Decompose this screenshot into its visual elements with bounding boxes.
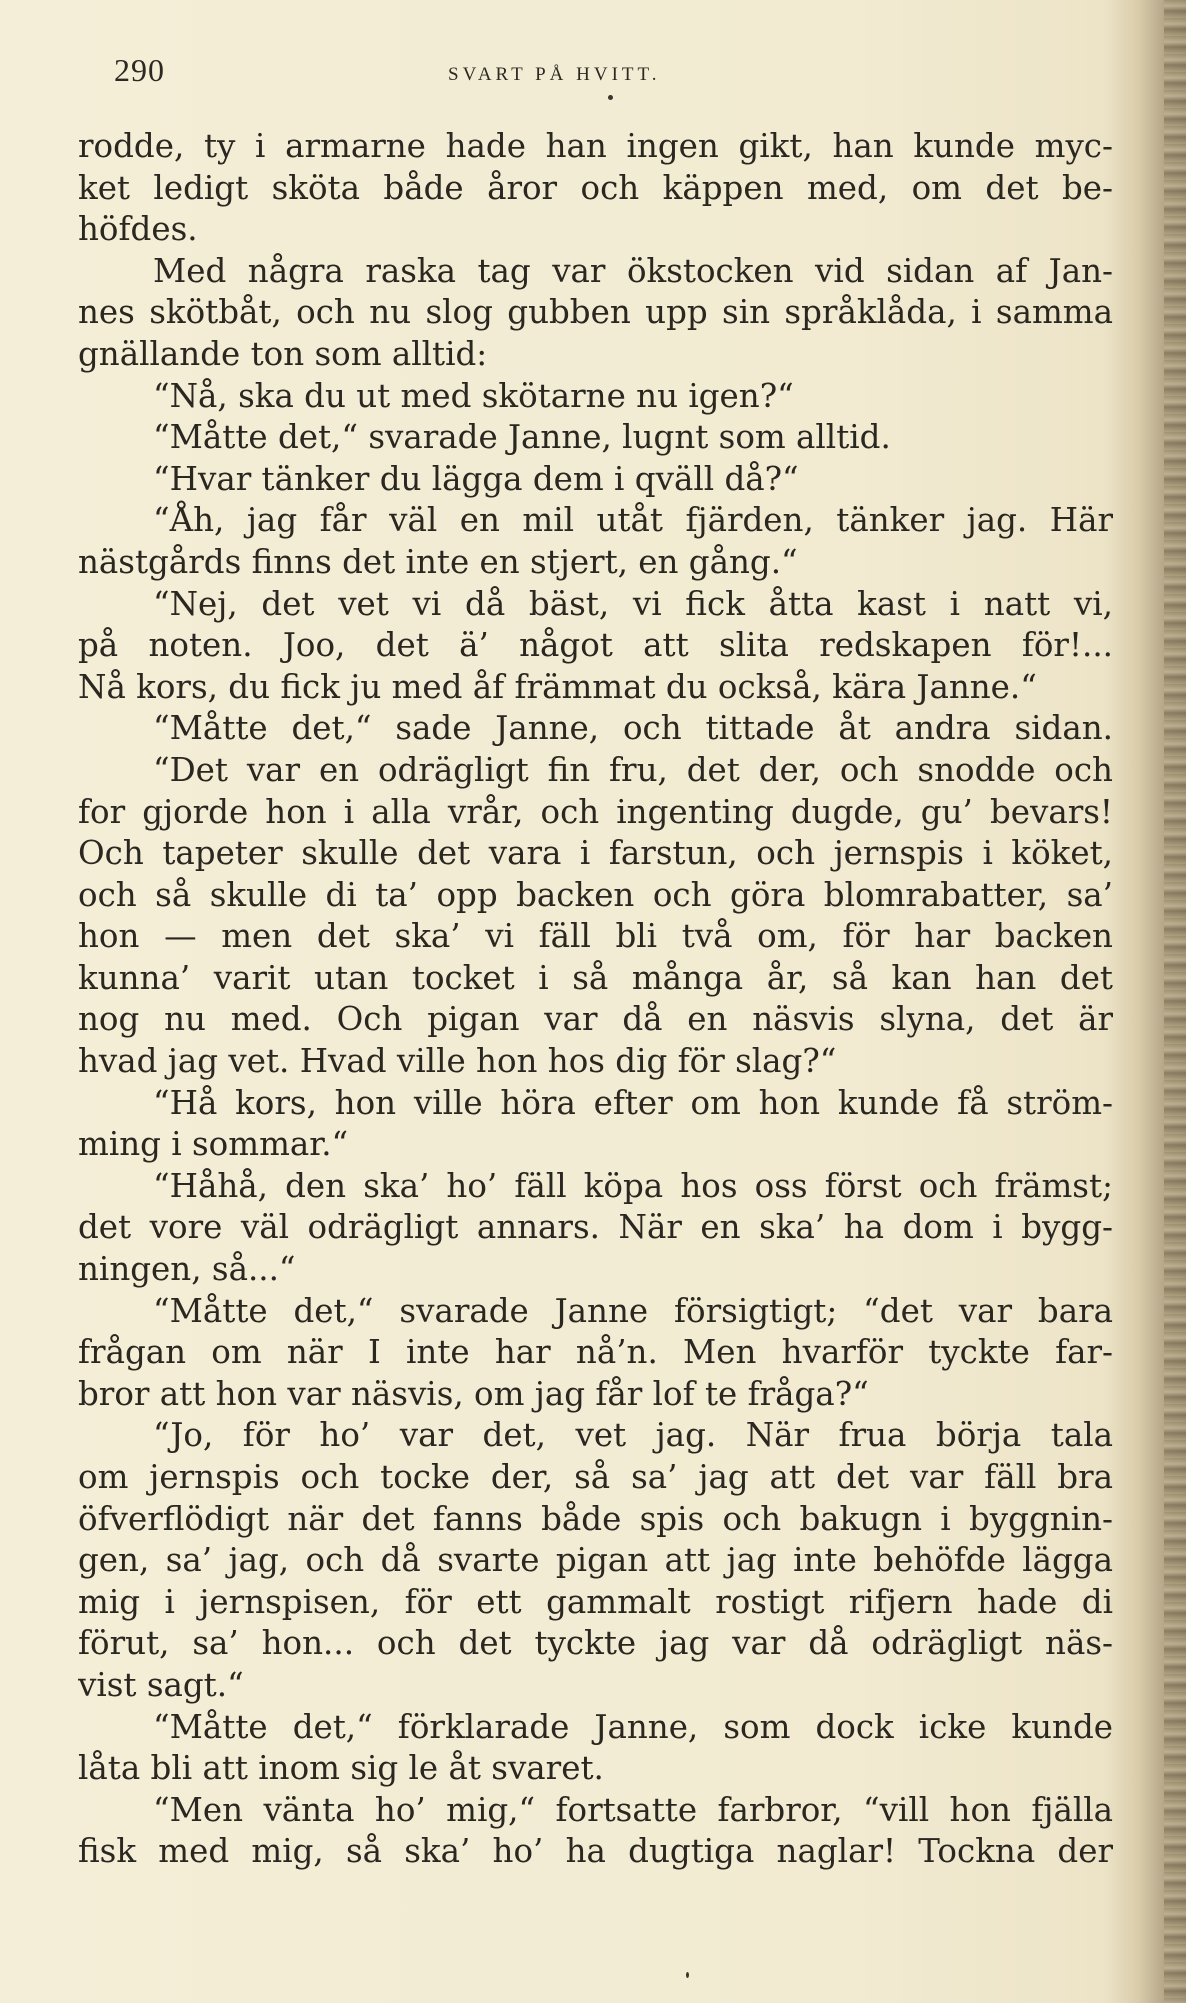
text-line: ningen, så...“ <box>78 1250 296 1289</box>
text-line: ming i sommar.“ <box>78 1125 349 1164</box>
text-line: “Nej, det vet vi då bäst, vi fick åtta kast i natt vi, <box>153 584 1113 623</box>
text-line: fisk med mig, så ska’ ho’ ha dugtiga naglar! Tockna der <box>78 1832 1113 1871</box>
text-line: hvad jag vet. Hvad ville hon hos dig för slag?“ <box>78 1042 837 1081</box>
running-head: SVART PÅ HVITT. <box>448 64 661 85</box>
text-line: for gjorde hon i alla vrår, och ingenting dugde, gu’ bevars! <box>78 792 1113 831</box>
text-line: Nå kors, du fick ju med åf främmat du också, kära Janne.“ <box>78 667 1037 706</box>
text-line: och så skulle di ta’ opp backen och göra blomrabatter, sa’ <box>78 875 1113 914</box>
text-line: frågan om när I inte har nå’n. Men hvarför tyckte far- <box>78 1333 1113 1372</box>
print-speck <box>686 1972 689 1978</box>
print-speck <box>608 95 613 100</box>
page-number: 290 <box>114 52 165 88</box>
text-line: “Men vänta ho’ mig,“ fortsatte farbror, “vill hon fjälla <box>153 1790 1113 1829</box>
body-text <box>78 126 1113 1873</box>
text-line: bror att hon var näsvis, om jag får lof te fråga?“ <box>78 1374 869 1413</box>
text-line: nog nu med. Och pigan var då en näsvis slyna, det är <box>78 1000 1113 1039</box>
text-line: på noten. Joo, det ä’ något att slita redskapen för!... <box>78 626 1113 665</box>
text-line: “Måtte det,“ svarade Janne, lugnt som alltid. <box>153 418 891 457</box>
text-line: “Måtte det,“ förklarade Janne, som dock icke kunde <box>153 1707 1113 1746</box>
text-line: “Hvar tänker du lägga dem i qväll då?“ <box>153 459 799 498</box>
text-line: kunna’ varit utan tocket i så många år, så kan han det <box>78 958 1113 997</box>
text-line: ket ledigt sköta både åror och käppen med, om det be- <box>78 168 1113 207</box>
text-line: hon — men det ska’ vi fäll bli två om, för har backen <box>78 917 1113 956</box>
text-line: vist sagt.“ <box>78 1665 244 1704</box>
text-line: “Hå kors, hon ville höra efter om hon kunde få ström- <box>153 1083 1113 1122</box>
text-line: om jernspis och tocke der, så sa’ jag att det var fäll bra <box>78 1458 1113 1496</box>
text-line: “Måtte det,“ svarade Janne försigtigt; “det var bara <box>153 1291 1113 1330</box>
text-line: mig i jernspisen, för ett gammalt rostigt rifjern hade di <box>78 1582 1113 1621</box>
page-edge-shadow <box>1164 0 1186 2003</box>
text-line: öfverflödigt när det fanns både spis och bakugn i byggnin- <box>78 1499 1113 1538</box>
text-line: “Måtte det,“ sade Janne, och tittade åt andra sidan. <box>153 709 1113 748</box>
text-line: “Det var en odrägligt fin fru, det der, och snodde och <box>153 750 1113 789</box>
page-header <box>78 52 1118 102</box>
text-line: förut, sa’ hon... och det tyckte jag var då odrägligt näs- <box>78 1624 1113 1663</box>
text-line: “Håhå, den ska’ ho’ fäll köpa hos oss först och främst; <box>153 1166 1113 1205</box>
text-line: nästgårds finns det inte en stjert, en gång.“ <box>78 542 798 581</box>
text-line: Och tapeter skulle det vara i farstun, och jernspis i köket, <box>78 834 1113 873</box>
text-line: Med några raska tag var ökstocken vid sidan af Jan- <box>153 251 1113 290</box>
text-line: det vore väl odrägligt annars. När en ska’ ha dom i bygg- <box>78 1208 1113 1247</box>
text-line: rodde, ty i armarne hade han ingen gikt, han kunde myc- <box>78 127 1113 165</box>
text-line: gnällande ton som alltid: <box>78 334 488 373</box>
text-line: nes skötbåt, och nu slog gubben upp sin språklåda, i samma <box>78 293 1113 332</box>
text-line: “Jo, för ho’ var det, vet jag. När frua börja tala <box>153 1416 1113 1455</box>
text-line: höfdes. <box>78 210 198 249</box>
text-line: låta bli att inom sig le åt svaret. <box>78 1749 604 1788</box>
text-line: gen, sa’ jag, och då svarte pigan att jag inte behöfde lägga <box>78 1541 1113 1580</box>
text-line: “Nå, ska du ut med skötarne nu igen?“ <box>153 376 794 415</box>
text-line: “Åh, jag får väl en mil utåt fjärden, tänker jag. Här <box>153 501 1113 540</box>
